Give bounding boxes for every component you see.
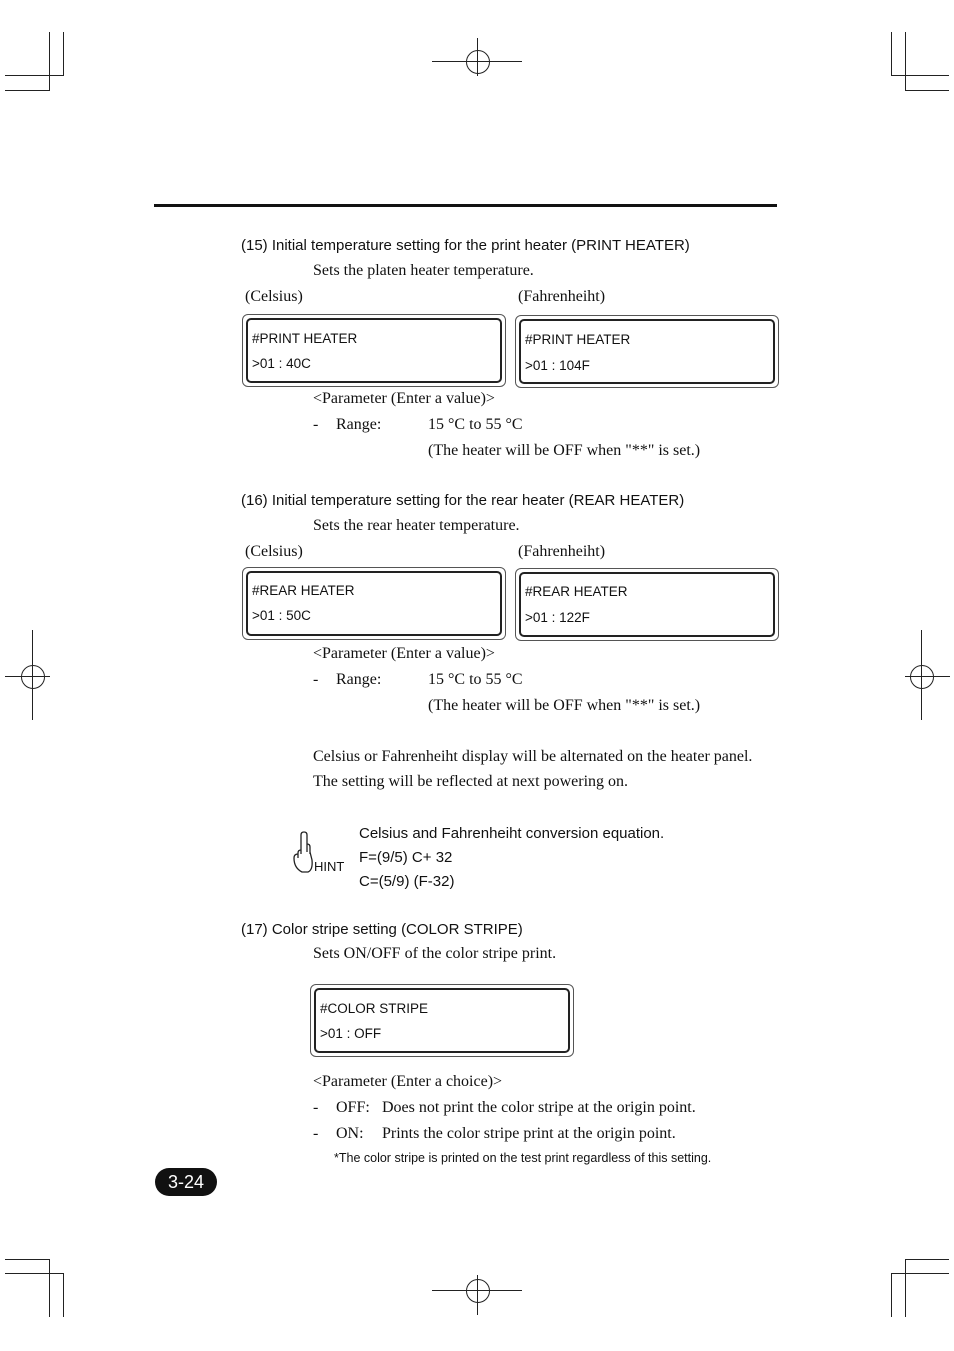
section16-range-value: 15 °C to 55 °C (428, 671, 523, 688)
page-number-badge: 3-24 (155, 1168, 217, 1196)
section17-footnote: *The color stripe is printed on the test print regardless of this setting. (334, 1151, 712, 1165)
option-on-label: ON: (336, 1125, 364, 1142)
option-off-dash: - (313, 1099, 319, 1116)
lcd-line-2: >01 : 122F (525, 610, 590, 625)
hint-label: HINT (314, 859, 345, 874)
lcd-line-2: >01 : OFF (320, 1026, 382, 1041)
section15-fahrenheit-label: (Fahrenheiht) (518, 288, 606, 305)
section15-range-value: 15 °C to 55 °C (428, 416, 523, 433)
lcd-line-1: #PRINT HEATER (525, 332, 631, 347)
lcd-line-1: #COLOR STRIPE (320, 1001, 429, 1016)
lcd-line-1: #REAR HEATER (525, 584, 628, 599)
hint-line-2: F=(9/5) C+ 32 (359, 849, 453, 866)
note-line-2: The setting will be reflected at next powering on. (313, 773, 629, 790)
lcd-line-1: #REAR HEATER (252, 583, 355, 598)
hint-line-1: Celsius and Fahrenheiht conversion equation. (359, 825, 665, 842)
note-line-1: Celsius or Fahrenheiht display will be alternated on the heater panel. (313, 748, 753, 765)
option-off-label: OFF: (336, 1099, 370, 1116)
section16-fahrenheit-label: (Fahrenheiht) (518, 543, 606, 560)
section15-range-label: Range: (336, 416, 382, 433)
lcd-panel-color-stripe (310, 984, 574, 1057)
lcd-panel-print-heater-fahrenheit (515, 315, 779, 388)
option-on-dash: - (313, 1125, 319, 1142)
section17-heading: (17) Color stripe setting (COLOR STRIPE) (241, 921, 523, 938)
section16-range-label: Range: (336, 671, 382, 688)
section15-heading: (15) Initial temperature setting for the print heater (PRINT HEATER) (241, 237, 690, 254)
hint-line-3: C=(5/9) (F-32) (359, 873, 455, 890)
section16-param-title: <Parameter (Enter a value)> (313, 645, 495, 662)
lcd-panel-print-heater-celsius (242, 314, 506, 387)
option-off-text: Does not print the color stripe at the origin point. (382, 1099, 696, 1116)
section15-description: Sets the platen heater temperature. (313, 262, 534, 279)
section16-range-note: (The heater will be OFF when "**" is set.) (428, 697, 701, 714)
lcd-line-2: >01 : 104F (525, 358, 590, 373)
section15-celsius-label: (Celsius) (245, 288, 303, 305)
lcd-panel-rear-heater-fahrenheit (515, 568, 779, 641)
section15-range-dash: - (313, 416, 319, 433)
section16-celsius-label: (Celsius) (245, 543, 303, 560)
option-on-text: Prints the color stripe print at the origin point. (382, 1125, 676, 1142)
section16-heading: (16) Initial temperature setting for the rear heater (REAR HEATER) (241, 492, 685, 509)
header-rule (154, 204, 777, 207)
pointing-hand-icon (290, 830, 316, 876)
section16-description: Sets the rear heater temperature. (313, 517, 520, 534)
section17-description: Sets ON/OFF of the color stripe print. (313, 945, 557, 962)
section15-range-note: (The heater will be OFF when "**" is set.) (428, 442, 701, 459)
lcd-line-2: >01 : 40C (252, 356, 311, 371)
lcd-panel-rear-heater-celsius (242, 567, 506, 640)
section17-param-title: <Parameter (Enter a choice)> (313, 1073, 503, 1090)
section15-param-title: <Parameter (Enter a value)> (313, 390, 495, 407)
section16-range-dash: - (313, 671, 319, 688)
lcd-line-2: >01 : 50C (252, 608, 311, 623)
lcd-line-1: #PRINT HEATER (252, 331, 358, 346)
